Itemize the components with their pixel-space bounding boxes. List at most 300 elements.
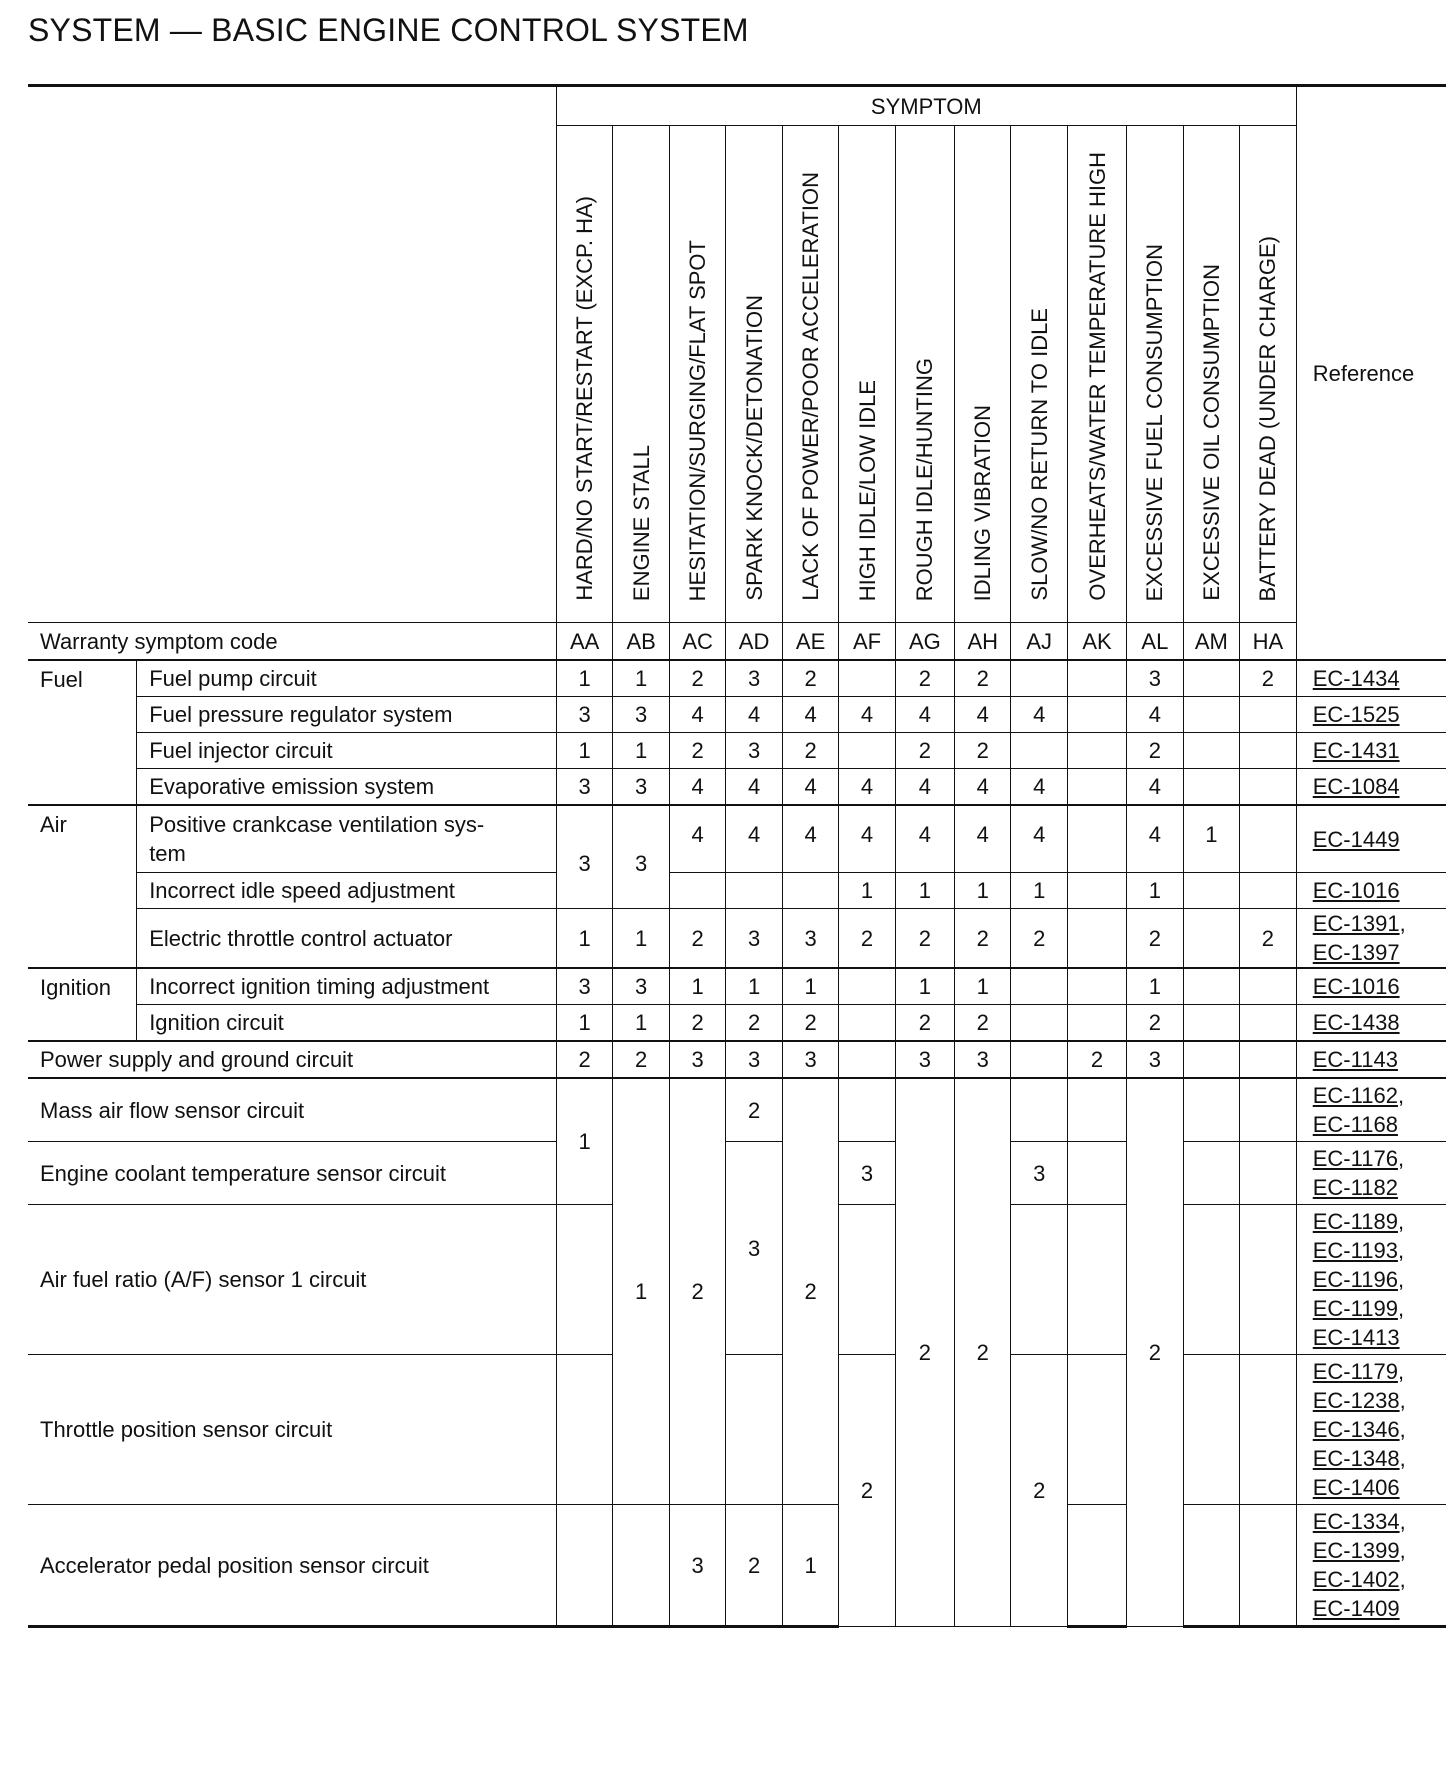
cell-value	[1183, 733, 1239, 769]
cell-value	[1183, 769, 1239, 806]
reference-separator: ,	[1399, 1417, 1406, 1442]
cell-value: 2	[895, 733, 954, 769]
reference-cell	[1296, 1505, 1446, 1627]
cell-value: 2	[1127, 909, 1183, 969]
reference-cell	[1296, 805, 1446, 873]
warranty-code: AM	[1183, 623, 1239, 661]
symptom-column-header	[954, 126, 1010, 623]
cell-value	[726, 1355, 782, 1505]
table-row	[28, 660, 1446, 697]
item-label: Ignition circuit	[137, 1005, 557, 1042]
cell-value	[1011, 1005, 1067, 1042]
warranty-code: AL	[1127, 623, 1183, 661]
cell-value: 1	[954, 873, 1010, 909]
cell-value	[1183, 873, 1239, 909]
reference-link[interactable]: EC-1196	[1312, 1267, 1398, 1292]
cell-value: 4	[954, 805, 1010, 873]
cell-value: 3	[1127, 660, 1183, 697]
cell-value: 2	[782, 1005, 838, 1042]
item-label: Electric throttle control actuator	[137, 909, 557, 969]
cell-value	[1011, 1041, 1067, 1078]
reference-link[interactable]: EC-1176	[1312, 1146, 1398, 1171]
table-row	[28, 805, 1446, 873]
cell-value: 4	[669, 805, 725, 873]
group-label: Ignition	[28, 968, 137, 1041]
cell-value: 4	[1127, 769, 1183, 806]
item-label: Evaporative emission system	[137, 769, 557, 806]
reference-link[interactable]: EC-1162	[1312, 1083, 1398, 1108]
cell-value	[839, 1078, 895, 1142]
group-label: Fuel	[28, 660, 137, 805]
cell-value	[1183, 697, 1239, 733]
item-label: Incorrect idle speed adjustment	[137, 873, 557, 909]
item-label: Mass air flow sensor circuit	[28, 1078, 556, 1142]
cell-value: 2	[954, 909, 1010, 969]
warranty-code: AG	[895, 623, 954, 661]
reference-cell	[1296, 1078, 1446, 1142]
cell-value	[1011, 1078, 1067, 1142]
cell-value: 4	[1127, 697, 1183, 733]
table-row	[28, 769, 1446, 806]
symptom-name: EXCESSIVE OIL CONSUMPTION	[1198, 264, 1224, 601]
cell-value: 3	[613, 805, 669, 909]
reference-separator: ,	[1397, 1359, 1405, 1384]
cell-value	[1011, 660, 1067, 697]
cell-value: 3	[556, 968, 612, 1005]
reference-cell	[1296, 769, 1446, 806]
cell-value	[1067, 805, 1126, 873]
cell-value: 2	[782, 1078, 838, 1505]
warranty-code: AH	[954, 623, 1010, 661]
cell-value: 3	[726, 909, 782, 969]
reference-link[interactable]: EC-1431	[1312, 738, 1400, 763]
cell-value: 2	[726, 1078, 782, 1142]
cell-value: 2	[839, 909, 895, 969]
cell-value: 2	[895, 1005, 954, 1042]
cell-value	[839, 1041, 895, 1078]
cell-value: 3	[726, 1142, 782, 1355]
cell-value: 1	[556, 1005, 612, 1042]
cell-value: 3	[1127, 1041, 1183, 1078]
symptom-group-header: SYMPTOM	[556, 86, 1296, 126]
cell-value	[1183, 909, 1239, 969]
cell-value	[1011, 733, 1067, 769]
cell-value: 1	[895, 968, 954, 1005]
header-corner	[28, 86, 556, 623]
cell-value	[1183, 1355, 1239, 1505]
cell-value: 3	[782, 1041, 838, 1078]
cell-value	[726, 873, 782, 909]
cell-value	[1240, 733, 1297, 769]
cell-value	[1240, 1078, 1297, 1142]
cell-value: 2	[726, 1505, 782, 1627]
cell-value: 2	[669, 733, 725, 769]
cell-value: 2	[1127, 733, 1183, 769]
cell-value: 4	[839, 697, 895, 733]
header-row-symptom	[28, 86, 1446, 126]
cell-value: 4	[782, 805, 838, 873]
cell-value	[1067, 1142, 1126, 1205]
cell-value: 4	[839, 769, 895, 806]
cell-value: 2	[669, 660, 725, 697]
reference-link[interactable]: EC-1399	[1312, 1538, 1400, 1563]
cell-value	[669, 873, 725, 909]
cell-value: 2	[669, 909, 725, 969]
table-row	[28, 1005, 1446, 1042]
cell-value: 4	[1011, 805, 1067, 873]
warranty-code: AA	[556, 623, 612, 661]
symptom-column-header	[1011, 126, 1067, 623]
cell-value: 4	[726, 805, 782, 873]
cell-value	[839, 1005, 895, 1042]
cell-value	[1067, 873, 1126, 909]
reference-header: Reference	[1296, 86, 1446, 661]
warranty-code: AJ	[1011, 623, 1067, 661]
cell-value: 4	[782, 769, 838, 806]
cell-value: 3	[669, 1505, 725, 1627]
symptom-name: SPARK KNOCK/DETONATION	[741, 295, 767, 601]
cell-value	[1240, 1005, 1297, 1042]
cell-value: 2	[895, 1078, 954, 1627]
cell-value: 4	[1127, 805, 1183, 873]
reference-cell	[1296, 1005, 1446, 1042]
cell-value: 1	[1127, 873, 1183, 909]
cell-value	[839, 968, 895, 1005]
cell-value: 4	[669, 769, 725, 806]
reference-link[interactable]: EC-1334	[1312, 1509, 1400, 1534]
symptom-column-header	[782, 126, 838, 623]
cell-value	[1183, 1142, 1239, 1205]
item-label: Throttle position sensor circuit	[28, 1355, 556, 1505]
symptom-column-header	[1127, 126, 1183, 623]
item-label: Positive crankcase ventilation sys- tem	[137, 805, 557, 873]
cell-value: 1	[613, 1078, 669, 1505]
reference-link[interactable]: EC-1434	[1312, 666, 1400, 691]
table-row	[28, 1505, 1446, 1627]
item-label: Fuel injector circuit	[137, 733, 557, 769]
symptom-column-header	[613, 126, 669, 623]
reference-cell	[1296, 1205, 1446, 1355]
cell-value: 4	[895, 805, 954, 873]
reference-link[interactable]: EC-1346	[1312, 1417, 1400, 1442]
cell-value: 2	[1127, 1005, 1183, 1042]
cell-value: 3	[556, 769, 612, 806]
cell-value: 2	[895, 909, 954, 969]
cell-value	[1240, 769, 1297, 806]
cell-value: 1	[839, 873, 895, 909]
cell-value: 2	[954, 733, 1010, 769]
cell-value: 2	[669, 1078, 725, 1505]
cell-value: 1	[613, 660, 669, 697]
cell-value	[1240, 1355, 1297, 1505]
cell-value: 1	[613, 1005, 669, 1042]
symptom-column-header	[1067, 126, 1126, 623]
symptom-column-header	[839, 126, 895, 623]
reference-link[interactable]: EC-1409	[1312, 1596, 1400, 1621]
reference-link[interactable]: EC-1199	[1312, 1296, 1398, 1321]
cell-value: 4	[839, 805, 895, 873]
item-label: Power supply and ground circuit	[28, 1041, 556, 1078]
warranty-code: AF	[839, 623, 895, 661]
reference-cell	[1296, 909, 1446, 969]
warranty-code: AC	[669, 623, 725, 661]
cell-value: 4	[726, 697, 782, 733]
reference-link[interactable]: EC-1182	[1312, 1175, 1398, 1200]
item-label: Air fuel ratio (A/F) sensor 1 circuit	[28, 1205, 556, 1355]
symptom-column-header	[1240, 126, 1297, 623]
table-row	[28, 733, 1446, 769]
cell-value: 1	[613, 733, 669, 769]
cell-value: 4	[782, 697, 838, 733]
cell-value	[1240, 697, 1297, 733]
reference-cell	[1296, 660, 1446, 697]
symptom-name: EXCESSIVE FUEL CONSUMPTION	[1142, 243, 1168, 601]
table-row	[28, 873, 1446, 909]
cell-value	[1240, 1505, 1297, 1627]
symptom-column-header	[726, 126, 782, 623]
cell-value	[1067, 968, 1126, 1005]
cell-value: 3	[556, 805, 612, 909]
reference-separator: ,	[1399, 1446, 1406, 1471]
cell-value: 4	[669, 697, 725, 733]
reference-cell	[1296, 697, 1446, 733]
cell-value: 3	[726, 733, 782, 769]
reference-link[interactable]: EC-1016	[1312, 974, 1400, 999]
cell-value	[1067, 697, 1126, 733]
reference-separator: ,	[1399, 1388, 1406, 1413]
cell-value	[1240, 1142, 1297, 1205]
reference-link[interactable]: EC-1348	[1312, 1446, 1400, 1471]
cell-value: 4	[726, 769, 782, 806]
cell-value: 2	[726, 1005, 782, 1042]
cell-value	[1067, 1355, 1126, 1505]
reference-cell	[1296, 1355, 1446, 1505]
cell-value: 4	[954, 769, 1010, 806]
table-row	[28, 968, 1446, 1005]
cell-value: 1	[895, 873, 954, 909]
cell-value	[1183, 968, 1239, 1005]
cell-value: 3	[726, 660, 782, 697]
cell-value	[613, 1505, 669, 1627]
symptom-name: OVERHEATS/WATER TEMPERATURE HIGH	[1084, 152, 1110, 601]
cell-value	[1240, 805, 1297, 873]
cell-value: 2	[1011, 1355, 1067, 1627]
reference-separator: ,	[1399, 1509, 1406, 1534]
cell-value: 1	[556, 909, 612, 969]
cell-value	[782, 873, 838, 909]
table-row	[28, 1041, 1446, 1078]
cell-value	[1240, 968, 1297, 1005]
cell-value: 2	[1067, 1041, 1126, 1078]
cell-value	[1183, 1041, 1239, 1078]
cell-value	[1240, 1205, 1297, 1355]
reference-cell	[1296, 968, 1446, 1005]
reference-link[interactable]: EC-1391	[1312, 911, 1400, 936]
cell-value	[839, 1205, 895, 1355]
reference-separator: ,	[1397, 1146, 1405, 1171]
reference-link[interactable]: EC-1193	[1312, 1238, 1398, 1263]
cell-value: 1	[726, 968, 782, 1005]
reference-link[interactable]: EC-1402	[1312, 1567, 1400, 1592]
cell-value: 4	[954, 697, 1010, 733]
cell-value: 1	[1183, 805, 1239, 873]
cell-value: 3	[839, 1142, 895, 1205]
cell-value	[1183, 660, 1239, 697]
reference-link[interactable]: EC-1525	[1312, 702, 1400, 727]
cell-value: 3	[613, 769, 669, 806]
reference-link[interactable]: EC-1189	[1312, 1209, 1398, 1234]
cell-value: 1	[556, 1078, 612, 1205]
cell-value	[1183, 1078, 1239, 1142]
symptom-name: ROUGH IDLE/HUNTING	[912, 357, 938, 601]
cell-value: 1	[669, 968, 725, 1005]
table-row	[28, 1142, 1446, 1205]
reference-link[interactable]: EC-1179	[1312, 1359, 1398, 1384]
cell-value	[1067, 660, 1126, 697]
cell-value: 2	[1011, 909, 1067, 969]
item-label: Engine coolant temperature sensor circuit	[28, 1142, 556, 1205]
warranty-code: AE	[782, 623, 838, 661]
reference-link[interactable]: EC-1406	[1312, 1475, 1400, 1500]
cell-value: 2	[895, 660, 954, 697]
cell-value: 3	[556, 697, 612, 733]
cell-value	[1240, 1041, 1297, 1078]
cell-value: 3	[613, 968, 669, 1005]
reference-link[interactable]: EC-1449	[1312, 826, 1400, 852]
item-label: Accelerator pedal position sensor circuit	[28, 1505, 556, 1627]
cell-value: 2	[613, 1041, 669, 1078]
warranty-code-label: Warranty symptom code	[28, 623, 556, 661]
reference-separator: ,	[1397, 1209, 1405, 1234]
cell-value	[1067, 1505, 1126, 1627]
cell-value: 4	[1011, 697, 1067, 733]
reference-link[interactable]: EC-1438	[1312, 1010, 1400, 1035]
cell-value: 2	[839, 1355, 895, 1627]
symptom-matrix-table	[28, 84, 1446, 1628]
reference-separator: ,	[1397, 1267, 1405, 1292]
cell-value: 2	[782, 733, 838, 769]
reference-cell	[1296, 873, 1446, 909]
cell-value: 2	[1240, 909, 1297, 969]
cell-value: 3	[613, 697, 669, 733]
reference-link[interactable]: EC-1238	[1312, 1388, 1400, 1413]
cell-value: 3	[895, 1041, 954, 1078]
cell-value: 4	[1011, 769, 1067, 806]
symptom-name: BATTERY DEAD (UNDER CHARGE)	[1255, 235, 1281, 601]
cell-value	[1067, 1205, 1126, 1355]
symptom-name: IDLING VIBRATION	[970, 404, 996, 601]
reference-separator: ,	[1397, 1083, 1405, 1108]
cell-value	[1067, 909, 1126, 969]
cell-value: 2	[1240, 660, 1297, 697]
cell-value: 1	[782, 968, 838, 1005]
cell-value	[839, 733, 895, 769]
reference-link[interactable]: EC-1143	[1312, 1047, 1398, 1072]
table-row	[28, 1078, 1446, 1142]
cell-value: 1	[1127, 968, 1183, 1005]
cell-value	[1067, 733, 1126, 769]
symptom-name: ENGINE STALL	[628, 444, 654, 601]
warranty-code: HA	[1240, 623, 1297, 661]
reference-separator: ,	[1397, 1296, 1405, 1321]
cell-value: 2	[782, 660, 838, 697]
reference-separator: ,	[1399, 1538, 1406, 1563]
item-label: Fuel pressure regulator system	[137, 697, 557, 733]
cell-value: 1	[1011, 873, 1067, 909]
reference-link[interactable]: EC-1397	[1312, 940, 1400, 965]
cell-value: 2	[669, 1005, 725, 1042]
item-label: Fuel pump circuit	[137, 660, 557, 697]
cell-value: 1	[954, 968, 1010, 1005]
reference-separator: ,	[1397, 1238, 1405, 1263]
cell-value: 3	[726, 1041, 782, 1078]
cell-value: 2	[954, 1078, 1010, 1627]
cell-value	[1067, 1078, 1126, 1142]
warranty-code: AD	[726, 623, 782, 661]
reference-separator: ,	[1399, 911, 1406, 936]
cell-value: 3	[1011, 1142, 1067, 1205]
symptom-name: HIGH IDLE/LOW IDLE	[854, 379, 880, 601]
cell-value: 2	[556, 1041, 612, 1078]
symptom-column-header	[1183, 126, 1239, 623]
symptom-column-header	[895, 126, 954, 623]
table-row	[28, 909, 1446, 969]
reference-link[interactable]: EC-1016	[1312, 878, 1400, 903]
cell-value: 2	[1127, 1078, 1183, 1627]
warranty-code: AK	[1067, 623, 1126, 661]
reference-separator: ,	[1399, 1567, 1406, 1592]
cell-value: 4	[895, 697, 954, 733]
group-label: Air	[28, 805, 137, 968]
reference-link[interactable]: EC-1084	[1312, 774, 1400, 799]
symptom-name: LACK OF POWER/POOR ACCELERATION	[798, 172, 824, 601]
symptom-column-header	[556, 126, 612, 623]
item-label: Incorrect ignition timing adjustment	[137, 968, 557, 1005]
reference-cell	[1296, 1142, 1446, 1205]
symptom-name: SLOW/NO RETURN TO IDLE	[1026, 308, 1052, 601]
cell-value: 1	[613, 909, 669, 969]
cell-value: 4	[895, 769, 954, 806]
cell-value	[1183, 1505, 1239, 1627]
table-row	[28, 697, 1446, 733]
symptom-name: HESITATION/SURGING/FLAT SPOT	[685, 239, 711, 601]
cell-value: 3	[782, 909, 838, 969]
cell-value: 2	[954, 660, 1010, 697]
page-title: SYSTEM — BASIC ENGINE CONTROL SYSTEM	[28, 12, 749, 48]
cell-value	[556, 1355, 612, 1505]
symptom-name: HARD/NO START/RESTART (EXCP. HA)	[572, 196, 598, 601]
cell-value	[556, 1205, 612, 1355]
table-row	[28, 1355, 1446, 1505]
cell-value	[1183, 1205, 1239, 1355]
cell-value	[1067, 769, 1126, 806]
cell-value	[1183, 1005, 1239, 1042]
cell-value: 3	[669, 1041, 725, 1078]
cell-value	[1240, 873, 1297, 909]
cell-value: 2	[954, 1005, 1010, 1042]
warranty-code-row	[28, 623, 1446, 661]
symptom-column-header	[669, 126, 725, 623]
reference-link[interactable]: EC-1413	[1312, 1325, 1400, 1350]
reference-cell	[1296, 1041, 1446, 1078]
cell-value	[556, 1505, 612, 1627]
warranty-code: AB	[613, 623, 669, 661]
cell-value: 3	[954, 1041, 1010, 1078]
cell-value	[1067, 1005, 1126, 1042]
reference-link[interactable]: EC-1168	[1312, 1112, 1398, 1137]
cell-value: 1	[556, 660, 612, 697]
cell-value	[1011, 1205, 1067, 1355]
